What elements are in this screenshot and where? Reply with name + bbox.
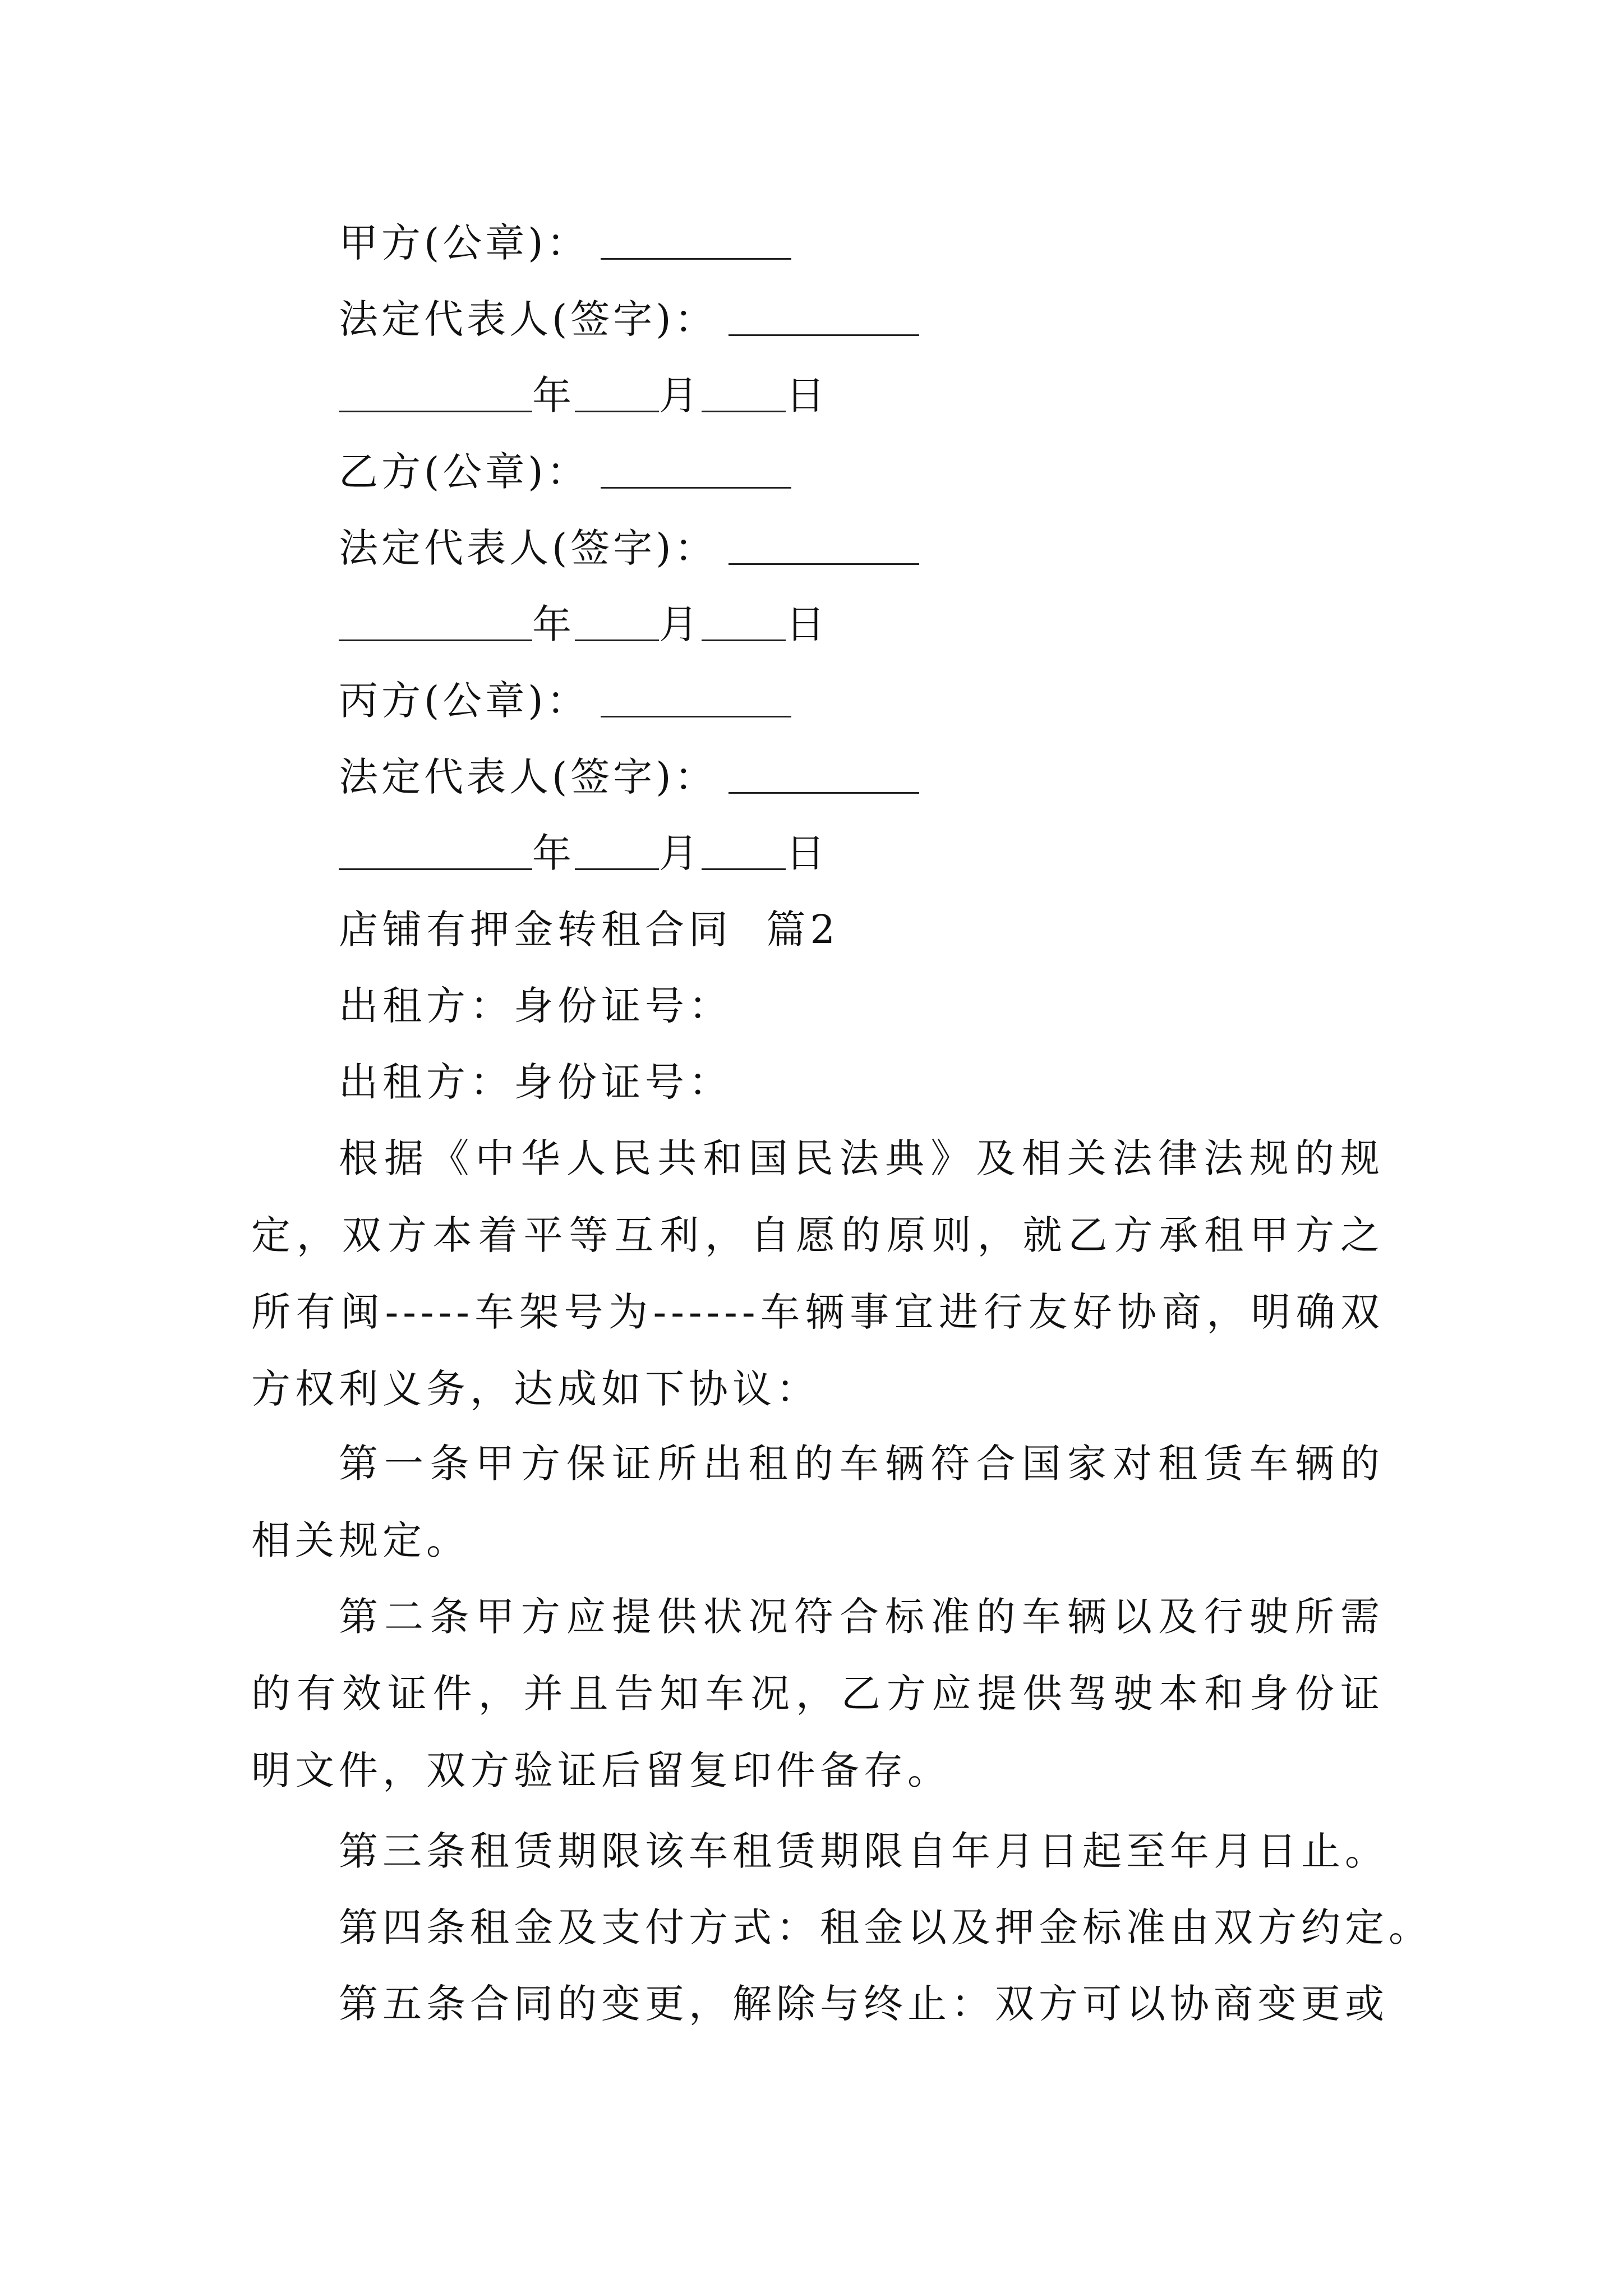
section-title: 店铺有押金转租合同 篇2 <box>339 907 840 953</box>
day-blank <box>702 639 786 641</box>
clause-2: 第二条甲方应提供状况符合标准的车辆以及行驶所需的有效证件，并且告知车况，乙方应提供驾驶本和身份证明文件，双方验证后留复印件备存。 <box>251 1594 1384 1793</box>
year-blank <box>339 868 532 870</box>
party-b-seal-line <box>339 449 791 495</box>
party-a-seal-blank <box>601 258 791 260</box>
month-blank <box>575 868 659 870</box>
party-a-seal-line <box>339 220 791 266</box>
party-a-seal-label: 甲方(公章)： <box>339 220 589 266</box>
intro-paragraph: 根据《中华人民共和国民法典》及相关法律法规的规定，双方本着平等互利，自愿的原则，就乙方承租甲方之所有闽-----车架号为------车辆事宜进行友好协商，明确双方权利义务，达成如下协议： <box>251 1135 1384 1412</box>
lessor-line-2: 出租方：身份证号： <box>339 1059 732 1105</box>
day-label: 日 <box>786 372 828 418</box>
party-b-date-line <box>339 601 828 647</box>
month-blank <box>575 639 659 641</box>
party-c-rep-line <box>339 754 919 800</box>
month-label: 月 <box>659 601 702 647</box>
party-a-date-line <box>339 372 828 418</box>
party-a-rep-line <box>339 296 919 342</box>
month-label: 月 <box>659 372 702 418</box>
party-a-rep-blank <box>728 334 919 336</box>
clause-1: 第一条甲方保证所出租的车辆符合国家对租赁车辆的相关规定。 <box>251 1441 1384 1563</box>
party-c-date-line <box>339 830 828 876</box>
party-b-rep-line <box>339 525 919 571</box>
lessor-line-1: 出租方：身份证号： <box>339 983 732 1029</box>
party-b-rep-blank <box>728 563 919 565</box>
party-b-rep-label: 法定代表人(签字)： <box>339 525 717 571</box>
clause-3: 第三条租赁期限该车租赁期限自年月日起至年月日止。 <box>339 1828 1389 1874</box>
party-b-seal-label: 乙方(公章)： <box>339 449 589 495</box>
year-label: 年 <box>532 372 575 418</box>
clause-4: 第四条租金及支付方式：租金以及押金标准由双方约定。 <box>339 1904 1432 1950</box>
year-label: 年 <box>532 601 575 647</box>
party-a-rep-label: 法定代表人(签字)： <box>339 296 717 342</box>
party-c-seal-line <box>339 678 791 724</box>
party-b-seal-blank <box>601 487 791 489</box>
day-label: 日 <box>786 830 828 876</box>
day-label: 日 <box>786 601 828 647</box>
month-blank <box>575 411 659 412</box>
party-c-seal-blank <box>601 716 791 717</box>
party-c-seal-label: 丙方(公章)： <box>339 678 589 724</box>
party-c-rep-label: 法定代表人(签字)： <box>339 754 717 800</box>
year-label: 年 <box>532 830 575 876</box>
year-blank <box>339 411 532 412</box>
day-blank <box>702 868 786 870</box>
month-label: 月 <box>659 830 702 876</box>
day-blank <box>702 411 786 412</box>
year-blank <box>339 639 532 641</box>
clause-5: 第五条合同的变更，解除与终止：双方可以协商变更或 <box>339 1981 1389 2027</box>
party-c-rep-blank <box>728 792 919 794</box>
